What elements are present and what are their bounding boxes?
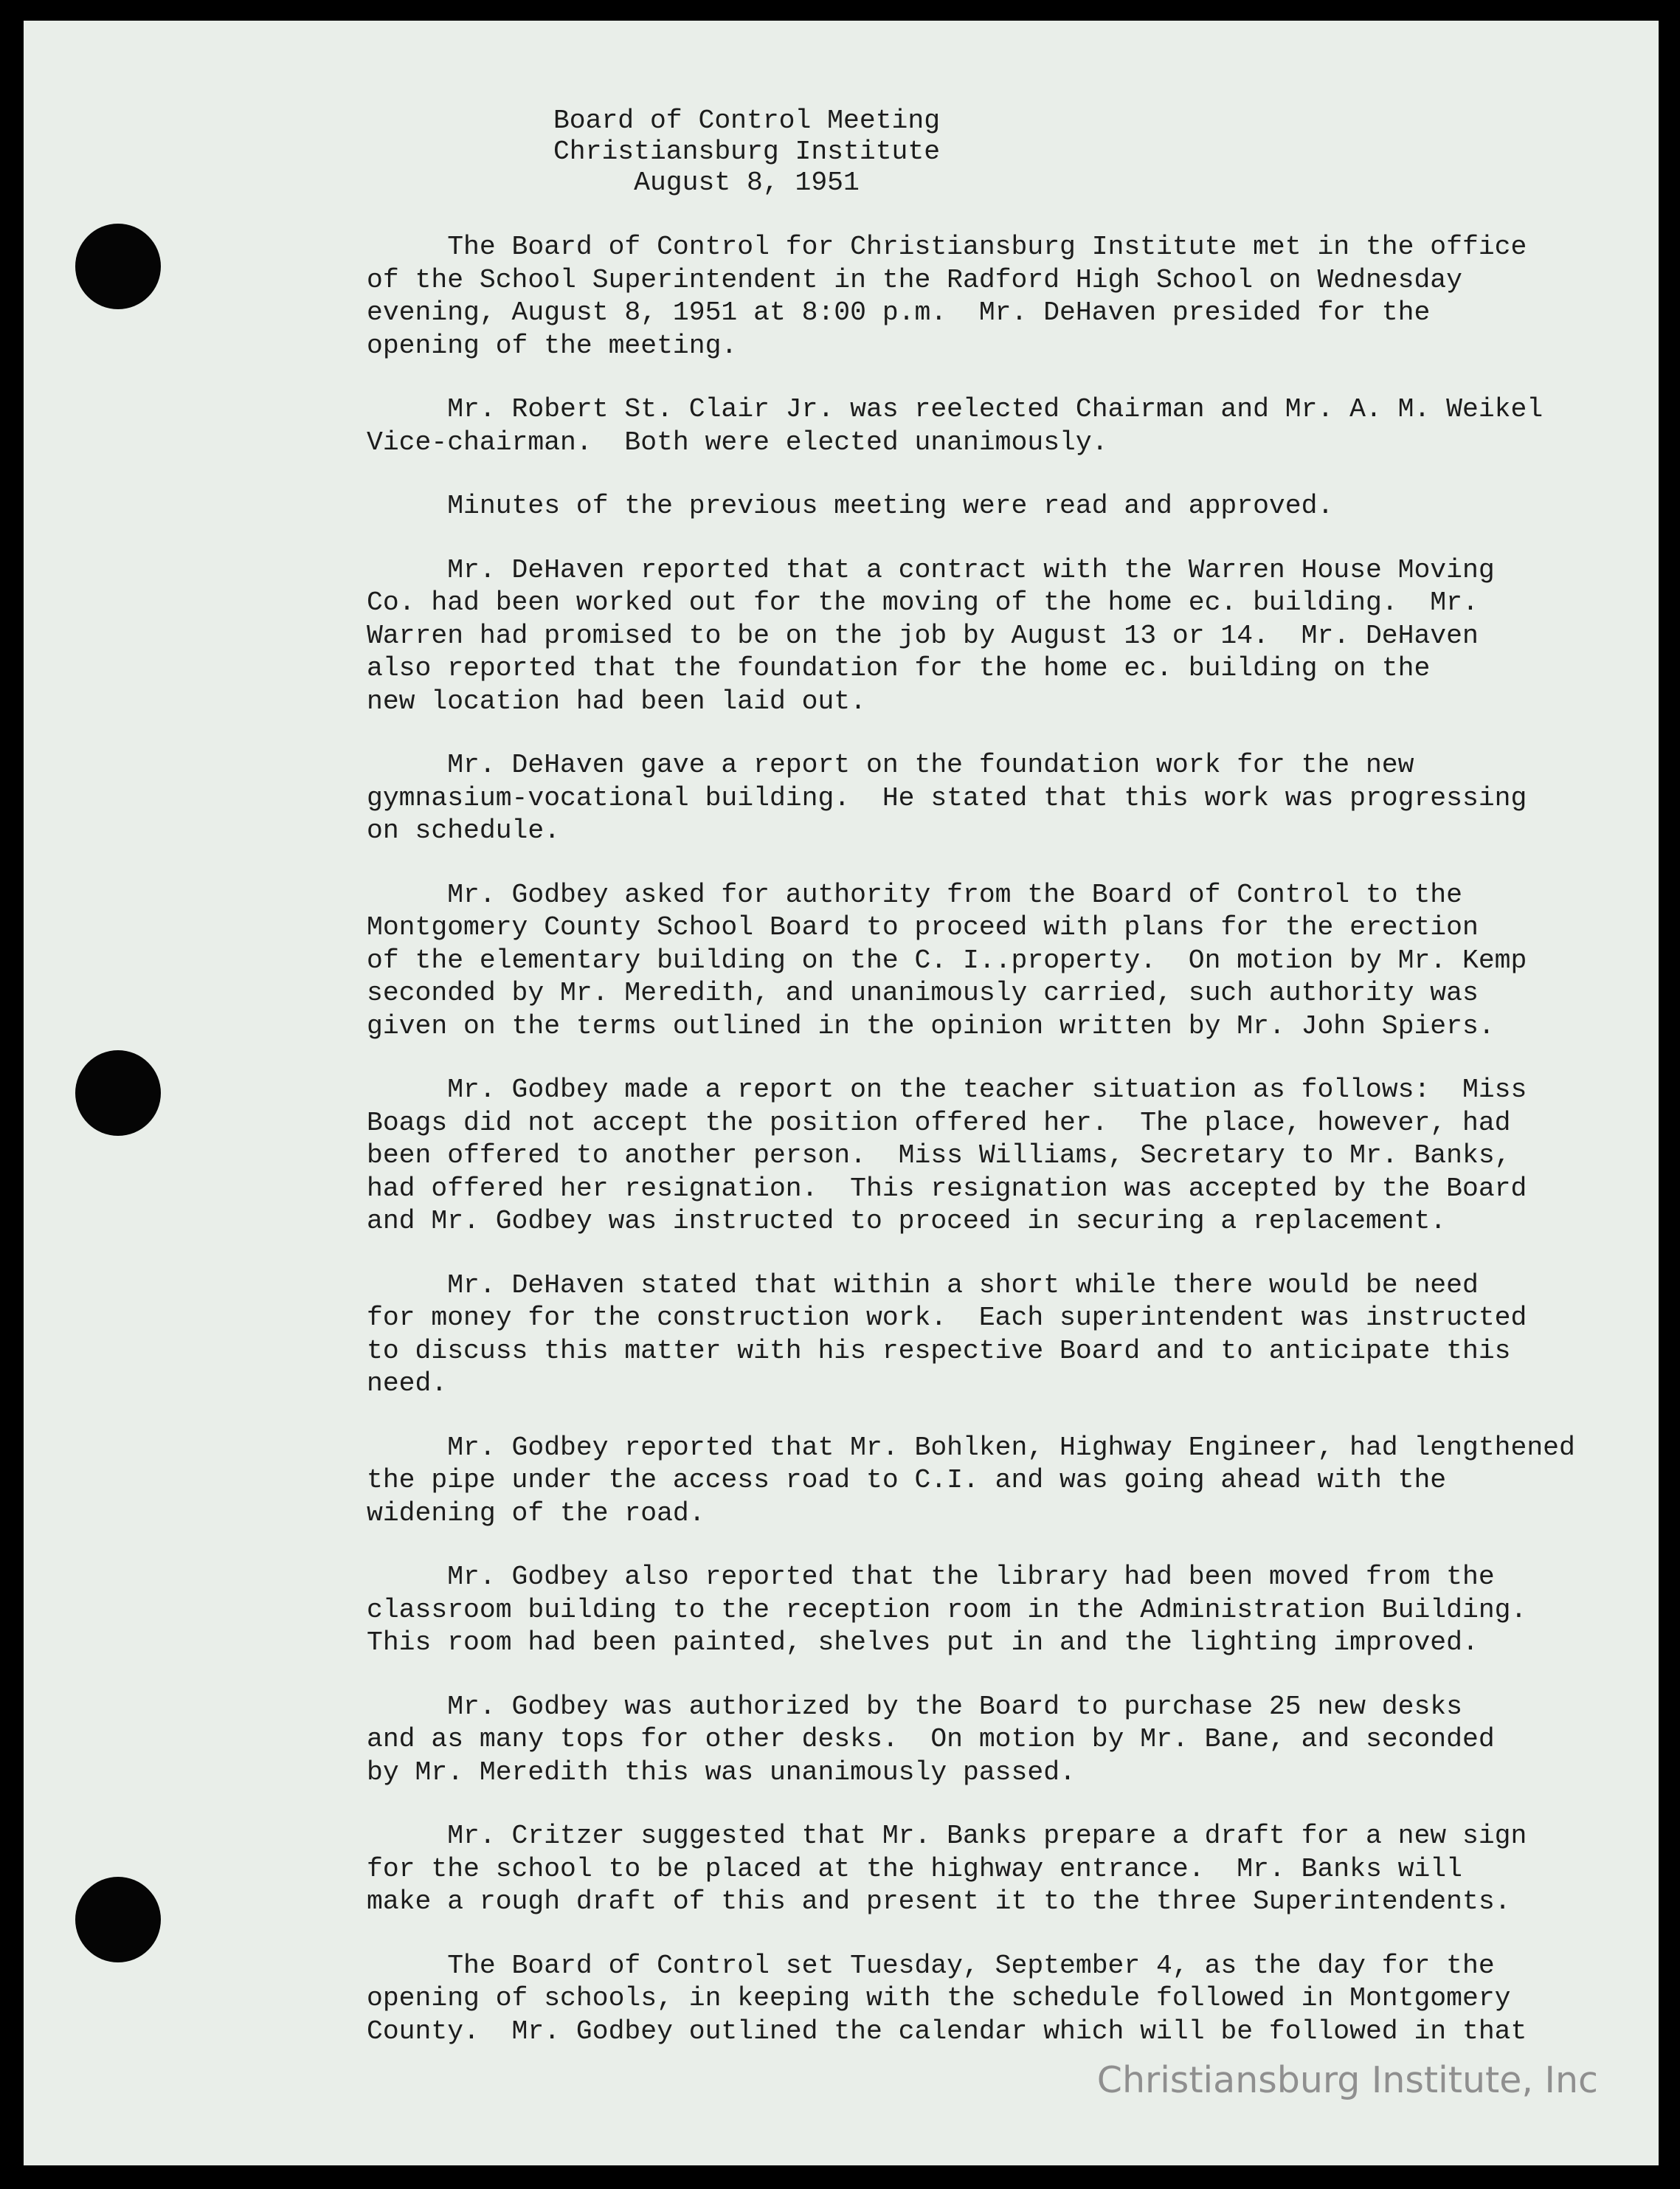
text-line: opening of the meeting. xyxy=(367,330,738,361)
heading-title: Board of Control Meeting xyxy=(553,106,941,136)
text-line: for money for the construction work. Each superintendent was instructed xyxy=(367,1303,1527,1333)
paragraph xyxy=(367,1269,1591,1401)
text-line: and as many tops for other desks. On motion by Mr. Bane, and seconded xyxy=(367,1724,1495,1754)
paragraph xyxy=(367,1691,1591,1790)
text-line: classroom building to the reception room in the Administration Building. xyxy=(367,1594,1527,1625)
punch-hole xyxy=(75,1050,161,1136)
text-line: to discuss this matter with his respective Board and to anticipate this xyxy=(367,1335,1511,1366)
paragraph xyxy=(367,1074,1591,1238)
typed-minutes xyxy=(367,106,1591,2079)
text-line: Vice-chairman. Both were elected unanimously. xyxy=(367,427,1108,458)
punch-hole xyxy=(75,1877,161,1962)
text-line: for the school to be placed at the highway entrance. Mr. Banks will xyxy=(367,1853,1462,1884)
paragraph xyxy=(367,554,1591,719)
text-line: This room had been painted, shelves put in and the lighting improved. xyxy=(367,1627,1479,1658)
text-line: Mr. Godbey made a report on the teacher situation as follows: Miss xyxy=(367,1075,1527,1105)
text-line: new location had been laid out. xyxy=(367,686,866,717)
text-line: Warren had promised to be on the job by August 13 or 14. Mr. DeHaven xyxy=(367,620,1479,651)
text-line: make a rough draft of this and present it to the three Superintendents. xyxy=(367,1886,1511,1917)
text-line: Mr. Godbey was authorized by the Board to purchase 25 new desks xyxy=(367,1691,1462,1722)
heading-date: August 8, 1951 xyxy=(634,168,860,198)
document-heading xyxy=(367,106,1127,199)
text-line: of the School Superintendent in the Radford High School on Wednesday xyxy=(367,264,1462,295)
text-line: evening, August 8, 1951 at 8:00 p.m. Mr. DeHaven presided for the xyxy=(367,297,1431,328)
paragraph xyxy=(367,393,1591,459)
heading-institution: Christiansburg Institute xyxy=(553,137,941,167)
paragraph xyxy=(367,490,1591,523)
paragraph xyxy=(367,1950,1591,2049)
minutes-body xyxy=(367,231,1591,2048)
text-line: seconded by Mr. Meredith, and unanimously carried, such authority was xyxy=(367,978,1479,1008)
paragraph xyxy=(367,1561,1591,1660)
text-line: Mr. Godbey asked for authority from the Board of Control to the xyxy=(367,879,1462,910)
text-line: Minutes of the previous meeting were read and approved. xyxy=(367,491,1334,521)
text-line: been offered to another person. Miss Williams, Secretary to Mr. Banks, xyxy=(367,1140,1511,1171)
text-line: and Mr. Godbey was instructed to proceed in securing a replacement. xyxy=(367,1206,1447,1236)
text-line: Mr. Godbey also reported that the library had been moved from the xyxy=(367,1562,1495,1592)
watermark: Christiansburg Institute, Inc xyxy=(1096,2059,1598,2101)
text-line: Mr. Godbey reported that Mr. Bohlken, Highway Engineer, had lengthened xyxy=(367,1432,1575,1463)
text-line: Co. had been worked out for the moving of the home ec. building. Mr. xyxy=(367,587,1479,618)
paragraph xyxy=(367,1820,1591,1919)
text-line: gymnasium-vocational building. He stated that this work was progressing xyxy=(367,782,1527,813)
paragraph xyxy=(367,749,1591,848)
text-line: Boags did not accept the position offered her. The place, however, had xyxy=(367,1107,1511,1138)
text-line: on schedule. xyxy=(367,816,561,846)
text-line: of the elementary building on the C. I..property. On motion by Mr. Kemp xyxy=(367,945,1527,976)
text-line: Mr. DeHaven stated that within a short while there would be need xyxy=(367,1269,1479,1300)
text-line: had offered her resignation. This resignation was accepted by the Board xyxy=(367,1173,1527,1204)
text-line: opening of schools, in keeping with the schedule followed in Montgomery xyxy=(367,1983,1511,2013)
text-line: The Board of Control for Christiansburg Institute met in the office xyxy=(367,232,1527,262)
text-line: also reported that the foundation for the home ec. building on the xyxy=(367,653,1431,683)
paragraph xyxy=(367,231,1591,362)
text-line: Mr. Critzer suggested that Mr. Banks prepare a draft for a new sign xyxy=(367,1821,1527,1851)
paragraph xyxy=(367,1432,1591,1531)
text-line: Mr. DeHaven gave a report on the foundation work for the new xyxy=(367,750,1414,780)
punch-hole xyxy=(75,224,161,309)
text-line: Mr. Robert St. Clair Jr. was reelected Chairman and Mr. A. M. Weikel xyxy=(367,394,1544,424)
text-line: need. xyxy=(367,1368,448,1399)
text-line: given on the terms outlined in the opinion written by Mr. John Spiers. xyxy=(367,1010,1495,1041)
text-line: The Board of Control set Tuesday, September 4, as the day for the xyxy=(367,1950,1495,1981)
text-line: County. Mr. Godbey outlined the calendar which will be followed in that xyxy=(367,2016,1527,2047)
text-line: the pipe under the access road to C.I. and was going ahead with the xyxy=(367,1465,1447,1495)
text-line: Montgomery County School Board to proceed with plans for the erection xyxy=(367,912,1479,942)
text-line: by Mr. Meredith this was unanimously passed. xyxy=(367,1757,1076,1788)
document-page xyxy=(24,21,1659,2165)
text-line: widening of the road. xyxy=(367,1497,705,1528)
text-line: Mr. DeHaven reported that a contract with the Warren House Moving xyxy=(367,554,1495,585)
paragraph xyxy=(367,879,1591,1044)
